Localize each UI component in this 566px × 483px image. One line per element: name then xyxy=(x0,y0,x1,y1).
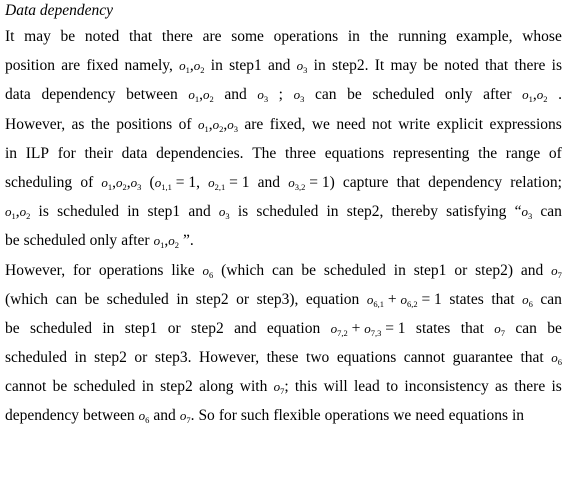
word: along xyxy=(199,378,234,396)
word: equation xyxy=(266,319,321,337)
word: $o_3$ xyxy=(296,58,308,76)
word: However, xyxy=(5,261,66,279)
word: $o_6$ xyxy=(551,350,562,368)
document-page xyxy=(5,0,562,431)
word: $o_{2,1} = 1$ xyxy=(208,173,250,192)
word: equations xyxy=(336,349,397,367)
word: as xyxy=(495,378,508,396)
word: write xyxy=(398,115,431,133)
word: (which xyxy=(221,261,265,279)
word: position xyxy=(5,57,55,75)
word: of xyxy=(548,144,562,162)
text-line xyxy=(5,372,562,401)
word: step2. xyxy=(331,57,369,75)
word: and xyxy=(234,319,257,337)
text-line xyxy=(5,314,562,343)
word: $o_{3,2} = 1$) xyxy=(288,173,335,192)
word: is xyxy=(237,203,249,221)
word: expressions xyxy=(489,115,562,133)
word: dependency xyxy=(41,86,116,104)
word: in xyxy=(5,144,18,162)
word: between xyxy=(83,407,135,425)
word: there xyxy=(161,28,193,45)
word: the xyxy=(369,28,389,45)
word: ($o_{1,1} = 1$, xyxy=(149,173,200,192)
word: in xyxy=(74,349,87,367)
word: step2) xyxy=(475,261,513,279)
word: that xyxy=(491,290,515,308)
word: cannot xyxy=(403,349,446,367)
word: scheduling xyxy=(5,173,73,191)
word: is xyxy=(551,378,562,396)
word: are xyxy=(61,57,81,75)
word: operations xyxy=(273,28,339,45)
word: in xyxy=(127,203,140,221)
word: namely, xyxy=(124,57,173,75)
word: (which xyxy=(5,290,49,308)
word: example, xyxy=(456,28,513,45)
word: ”. xyxy=(182,232,194,250)
text-line xyxy=(5,285,562,314)
word: “$o_3$ xyxy=(514,203,533,222)
word: cannot xyxy=(5,378,47,396)
word: representing xyxy=(392,144,470,162)
word: step2 xyxy=(160,378,193,396)
word: range xyxy=(505,144,541,162)
word: fixed, xyxy=(269,115,306,133)
word: step3. xyxy=(154,349,192,367)
text-line xyxy=(5,197,562,226)
word: we xyxy=(393,407,412,425)
text-line xyxy=(5,226,562,255)
word: in xyxy=(326,203,339,221)
word: can xyxy=(314,86,337,104)
word: step2 xyxy=(195,290,229,308)
word: that xyxy=(484,57,509,75)
text-line xyxy=(5,256,562,285)
word: $o_3$ xyxy=(218,204,230,222)
word: $o_6$ xyxy=(138,408,150,426)
word: states xyxy=(449,290,484,308)
word: $o_7$. xyxy=(179,407,195,426)
word: $o_1,o_2,o_3$ xyxy=(101,173,142,192)
text-line xyxy=(5,139,562,168)
word: dependency xyxy=(428,173,503,191)
word: three xyxy=(285,144,317,162)
word: be xyxy=(60,28,76,45)
word: and xyxy=(224,86,247,104)
word: explicit xyxy=(436,115,484,133)
word: guarantee xyxy=(452,349,513,367)
word: step2 xyxy=(94,349,127,367)
word: step1 xyxy=(147,203,181,221)
word: $o_7$ xyxy=(551,262,562,280)
word: be xyxy=(84,290,100,308)
word: be xyxy=(5,319,20,337)
word: or xyxy=(134,349,148,367)
word: The xyxy=(252,144,277,162)
word: as xyxy=(71,115,85,133)
word: in xyxy=(511,407,525,425)
word: be xyxy=(347,86,362,104)
word: satisfying xyxy=(446,203,507,221)
word: step2 xyxy=(191,319,224,337)
word: are xyxy=(244,115,264,133)
word: equation xyxy=(305,290,360,308)
word: and xyxy=(520,261,544,279)
word: of xyxy=(80,173,94,191)
word: or xyxy=(167,319,181,337)
word: or xyxy=(236,290,250,308)
word: $o_1,o_2$ xyxy=(188,86,214,105)
word: dependency xyxy=(5,407,80,425)
word: operations xyxy=(324,407,390,425)
word: like xyxy=(171,261,195,279)
word: be xyxy=(547,319,562,337)
word: thereby xyxy=(391,203,438,221)
word: equations xyxy=(324,144,385,162)
word: scheduled xyxy=(23,232,86,250)
word: data xyxy=(121,144,148,162)
word: may xyxy=(24,28,51,45)
word: $o_1,o_2$ xyxy=(5,203,31,222)
word: for xyxy=(72,261,92,279)
word: However, xyxy=(199,349,260,367)
word: $o_1,o_2$ xyxy=(522,86,548,105)
word: capture xyxy=(342,173,389,191)
word: to xyxy=(386,378,399,396)
word: $o_1,o_2$ xyxy=(153,232,179,251)
word: be xyxy=(301,261,317,279)
word: It xyxy=(5,28,15,45)
word: in xyxy=(393,261,406,279)
word: $o_{6,1} + o_{6,2} = 1$ xyxy=(366,290,442,309)
word: . xyxy=(558,86,562,104)
word: relation; xyxy=(510,173,562,191)
word: after xyxy=(483,86,512,104)
word: is xyxy=(551,57,562,75)
word: are xyxy=(202,28,222,45)
word: $o_7$; xyxy=(273,378,289,397)
word: scheduled xyxy=(29,319,92,337)
word: that xyxy=(460,319,484,337)
word: in xyxy=(347,28,360,45)
word: can xyxy=(272,261,294,279)
word: can xyxy=(540,290,562,308)
body-text xyxy=(5,22,562,431)
word: equations xyxy=(448,407,508,425)
word: the xyxy=(90,115,110,133)
word: such xyxy=(240,407,270,425)
word: in xyxy=(102,319,115,337)
word: two xyxy=(306,349,330,367)
word: between xyxy=(126,86,178,104)
word: operations xyxy=(98,261,164,279)
word: for xyxy=(57,144,76,162)
word: scheduled xyxy=(5,349,67,367)
word: states xyxy=(415,319,451,337)
word: in xyxy=(176,290,189,308)
word: and xyxy=(257,173,281,191)
word: $o_1,o_2$ xyxy=(179,57,205,76)
word: there xyxy=(514,378,546,396)
word: that xyxy=(396,173,420,191)
word: and xyxy=(188,203,211,221)
word: can xyxy=(540,203,562,221)
word: scheduled xyxy=(323,261,386,279)
word: scheduled xyxy=(106,290,169,308)
word: and xyxy=(268,57,291,75)
word: running xyxy=(398,28,447,45)
word: with xyxy=(239,378,268,396)
word: inconsistency xyxy=(404,378,489,396)
word: $o_6$ xyxy=(522,291,533,309)
text-line xyxy=(5,51,562,80)
word: that xyxy=(128,28,153,45)
word: $o_7$ xyxy=(494,320,506,338)
word: this xyxy=(294,378,318,396)
word: fixed xyxy=(86,57,119,75)
word: in xyxy=(210,57,223,75)
word: for xyxy=(218,407,237,425)
word: of xyxy=(178,115,192,133)
word: $o_3$ xyxy=(293,87,305,105)
word: data xyxy=(5,86,31,104)
word: step2, xyxy=(346,203,384,221)
word: positions xyxy=(116,115,173,133)
word: noted xyxy=(444,57,479,75)
word: $o_6$ xyxy=(202,262,214,280)
word: only xyxy=(89,232,118,250)
word: scheduled xyxy=(256,203,319,221)
word: ; xyxy=(278,86,283,104)
word: be xyxy=(5,232,20,250)
word: lead xyxy=(353,378,380,396)
word: not xyxy=(372,115,392,133)
word: there xyxy=(514,57,546,75)
word: we xyxy=(311,115,330,133)
word: in xyxy=(141,378,154,396)
word: scheduled xyxy=(57,203,120,221)
word: whose xyxy=(522,28,562,45)
paragraph xyxy=(5,22,562,256)
word: step1 xyxy=(413,261,447,279)
word: flexible xyxy=(273,407,321,425)
word: $o_3$ xyxy=(257,87,269,105)
word: some xyxy=(231,28,264,45)
word: after xyxy=(121,232,150,250)
word: their xyxy=(84,144,113,162)
text-line xyxy=(5,80,562,109)
word: ILP xyxy=(25,144,50,162)
word: scheduled xyxy=(73,378,136,396)
word: scheduled xyxy=(372,86,435,104)
word: can xyxy=(55,290,78,308)
word: noted xyxy=(84,28,120,45)
word: will xyxy=(323,378,348,396)
word: only xyxy=(444,86,473,104)
word: or xyxy=(454,261,468,279)
text-line xyxy=(5,401,562,430)
word: However, xyxy=(5,115,66,133)
text-line xyxy=(5,22,562,51)
word: and xyxy=(153,407,176,425)
word: $o_{7,2} + o_{7,3} = 1$ xyxy=(330,319,406,338)
text-line xyxy=(5,168,562,197)
paragraph xyxy=(5,256,562,431)
word: be xyxy=(423,57,439,75)
word: may xyxy=(390,57,418,75)
section-heading: Data dependency xyxy=(5,2,114,19)
word: can xyxy=(515,319,537,337)
word: step3), xyxy=(256,290,299,308)
word: need xyxy=(415,407,445,425)
word: $o_1,o_2,o_3$ xyxy=(197,115,238,134)
word: step1 xyxy=(124,319,158,337)
word: be xyxy=(52,378,68,396)
word: is xyxy=(38,203,49,221)
word: the xyxy=(478,144,498,162)
word: in xyxy=(313,57,326,75)
word: step1 xyxy=(229,57,262,75)
text-line xyxy=(5,343,562,372)
text-line xyxy=(5,110,562,139)
word: dependencies. xyxy=(156,144,244,162)
word: So xyxy=(198,407,215,425)
word: need xyxy=(336,115,366,133)
word: It xyxy=(374,57,385,75)
word: that xyxy=(520,349,544,367)
word: these xyxy=(266,349,299,367)
